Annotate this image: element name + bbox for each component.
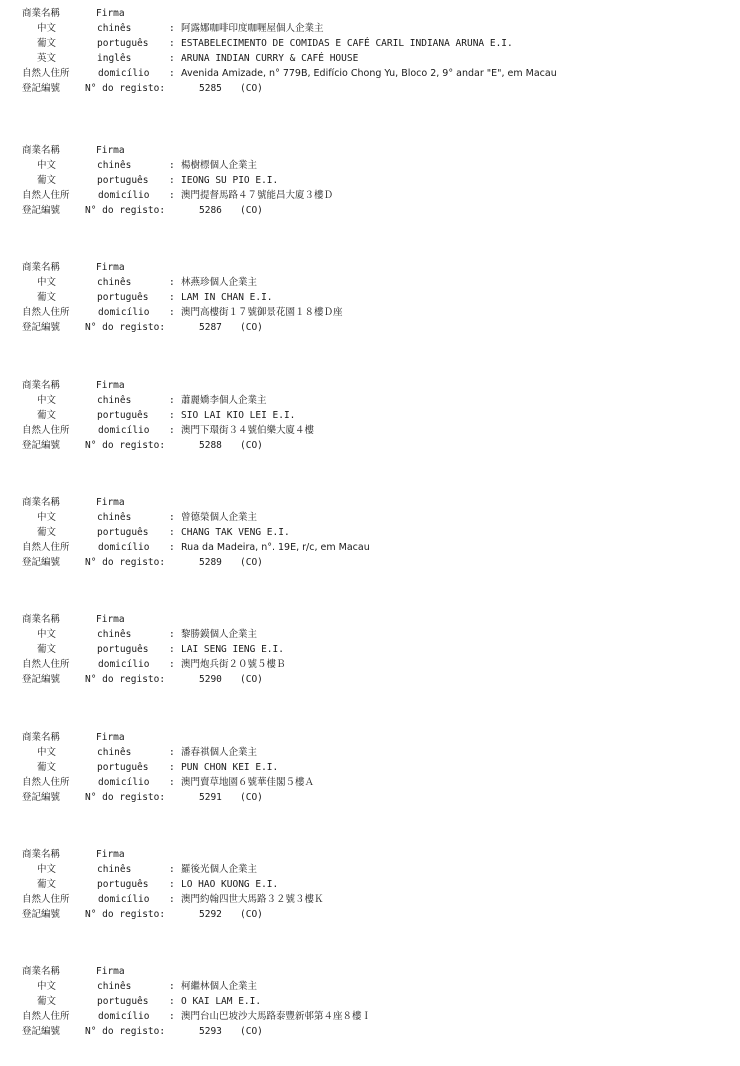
domicile-label-zh: 自然人住所 [22,307,70,318]
firma-header-label-zh: 商業名稱 [22,380,61,391]
portuguese-name-label-zh: 葡文 [37,38,57,49]
english-name-value: ARUNA INDIAN CURRY & CAFÉ HOUSE [181,53,359,64]
domicile-colon: : [169,190,175,201]
portuguese-name-row [0,762,740,774]
chinese-name-value: 羅後光個人企業主 [181,864,258,875]
firma-header-row [0,497,740,509]
domicile-value: 澳門炮兵街２０號５樓Ｂ [181,659,286,670]
portuguese-name-value: LAM IN CHAN E.I. [181,292,273,303]
chinese-name-row [0,160,740,172]
domicile-value: 澳門約翰四世大馬路３２號３樓Ｋ [181,894,324,905]
firma-header-label-zh: 商業名稱 [22,497,61,508]
chinese-name-colon: : [169,512,175,523]
chinese-name-row [0,395,740,407]
portuguese-name-colon: : [169,38,175,49]
portuguese-name-value: O KAI LAM E.I. [181,996,262,1007]
domicile-value: 澳門高樓街１７號御景花園１８樓Ｄ座 [181,307,343,318]
firma-header-label-pt: Firma [96,380,125,391]
firma-header-row [0,614,740,626]
firma-header-label-zh: 商業名稱 [22,145,61,156]
chinese-name-label-zh: 中文 [37,629,57,640]
firma-header-label-pt: Firma [96,966,125,977]
chinese-name-label-pt: chinês [97,981,132,992]
domicile-colon: : [169,1011,175,1022]
firma-header-label-zh: 商業名稱 [22,732,61,743]
chinese-name-row [0,981,740,993]
registry-row [0,909,740,921]
registry-label-pt: N° do registo: [85,205,166,216]
domicile-row [0,777,740,789]
firma-header-label-zh: 商業名稱 [22,849,61,860]
registry-number: 5291 [199,792,222,803]
firma-header-label-pt: Firma [96,497,125,508]
english-name-row [0,53,740,65]
chinese-name-colon: : [169,629,175,640]
domicile-row [0,542,740,554]
firma-header-row [0,8,740,20]
chinese-name-label-zh: 中文 [37,864,57,875]
chinese-name-label-pt: chinês [97,395,132,406]
domicile-label-pt: domicílio [98,1011,150,1022]
registry-label-pt: N° do registo: [85,674,166,685]
portuguese-name-value: LAI SENG IENG E.I. [181,644,284,655]
portuguese-name-label-zh: 葡文 [37,644,57,655]
firma-header-row [0,262,740,274]
chinese-name-colon: : [169,395,175,406]
domicile-colon: : [169,542,175,553]
registry-entry [0,380,740,472]
registry-number: 5285 [199,83,222,94]
english-name-colon: : [169,53,175,64]
domicile-row [0,659,740,671]
chinese-name-colon: : [169,747,175,758]
chinese-name-label-pt: chinês [97,629,132,640]
registry-entry [0,732,740,824]
chinese-name-row [0,747,740,759]
portuguese-name-row [0,996,740,1008]
portuguese-name-label-zh: 葡文 [37,292,57,303]
domicile-row [0,68,740,80]
chinese-name-label-zh: 中文 [37,981,57,992]
portuguese-name-row [0,292,740,304]
registry-code: (CO) [240,322,263,333]
portuguese-name-value: CHANG TAK VENG E.I. [181,527,290,538]
firma-header-row [0,732,740,744]
chinese-name-value: 林燕珍個人企業主 [181,277,258,288]
portuguese-name-colon: : [169,175,175,186]
registry-row [0,83,740,95]
domicile-value: Avenida Amizade, n° 779B, Edifício Chong Yu, Bloco 2, 9° andar "E", em Macau [181,68,557,79]
portuguese-name-row [0,527,740,539]
registry-row [0,1026,740,1038]
chinese-name-row [0,864,740,876]
registry-entry [0,145,740,237]
portuguese-name-label-zh: 葡文 [37,879,57,890]
registry-entry [0,8,740,100]
registry-row [0,205,740,217]
domicile-label-zh: 自然人住所 [22,425,70,436]
chinese-name-label-pt: chinês [97,512,132,523]
portuguese-name-value: SIO LAI KIO LEI E.I. [181,410,296,421]
registry-code: (CO) [240,909,263,920]
chinese-name-colon: : [169,23,175,34]
registry-label-pt: N° do registo: [85,557,166,568]
chinese-name-label-pt: chinês [97,160,132,171]
registry-label-zh: 登記編號 [22,792,61,803]
chinese-name-row [0,277,740,289]
chinese-name-value: 曾德榮個人企業主 [181,512,258,523]
registry-entry [0,849,740,941]
registry-number: 5290 [199,674,222,685]
portuguese-name-row [0,879,740,891]
registry-label-pt: N° do registo: [85,1026,166,1037]
domicile-label-pt: domicílio [98,777,150,788]
domicile-label-pt: domicílio [98,425,150,436]
firma-header-label-zh: 商業名稱 [22,262,61,273]
registry-row [0,792,740,804]
portuguese-name-colon: : [169,996,175,1007]
registry-code: (CO) [240,205,263,216]
chinese-name-label-pt: chinês [97,747,132,758]
chinese-name-value: 阿露娜咖啡印度咖喱屋個人企業主 [181,23,324,34]
portuguese-name-label-pt: português [97,527,149,538]
portuguese-name-row [0,38,740,50]
portuguese-name-label-pt: português [97,410,149,421]
domicile-label-pt: domicílio [98,190,150,201]
chinese-name-row [0,23,740,35]
portuguese-name-value: PUN CHON KEI E.I. [181,762,279,773]
registry-code: (CO) [240,792,263,803]
domicile-label-zh: 自然人住所 [22,1011,70,1022]
portuguese-name-label-zh: 葡文 [37,762,57,773]
registry-label-zh: 登記編號 [22,674,61,685]
domicile-label-pt: domicílio [98,894,150,905]
registry-code: (CO) [240,440,263,451]
firma-header-label-pt: Firma [96,262,125,273]
domicile-label-zh: 自然人住所 [22,777,70,788]
domicile-value: 澳門賣草地園６號華佳閣５樓Ａ [181,777,315,788]
chinese-name-label-zh: 中文 [37,160,57,171]
registry-number: 5292 [199,909,222,920]
firma-header-label-pt: Firma [96,849,125,860]
portuguese-name-label-pt: português [97,996,149,1007]
domicile-colon: : [169,307,175,318]
registry-label-zh: 登記編號 [22,205,61,216]
registry-label-zh: 登記編號 [22,557,61,568]
chinese-name-label-zh: 中文 [37,277,57,288]
firma-header-row [0,966,740,978]
domicile-label-pt: domicílio [98,542,150,553]
portuguese-name-label-zh: 葡文 [37,527,57,538]
domicile-label-pt: domicílio [98,659,150,670]
firma-header-label-pt: Firma [96,8,125,19]
registry-row [0,557,740,569]
registry-label-zh: 登記編號 [22,322,61,333]
registry-entry [0,497,740,589]
domicile-value: 澳門台山巴坡沙大馬路泰豐新邨第４座８樓Ｉ [181,1011,372,1022]
chinese-name-label-zh: 中文 [37,23,57,34]
portuguese-name-label-zh: 葡文 [37,996,57,1007]
registry-entry [0,262,740,354]
portuguese-name-label-pt: português [97,38,149,49]
portuguese-name-colon: : [169,879,175,890]
domicile-colon: : [169,68,175,79]
firma-header-label-pt: Firma [96,614,125,625]
firma-header-row [0,145,740,157]
domicile-colon: : [169,777,175,788]
chinese-name-label-pt: chinês [97,23,132,34]
domicile-colon: : [169,425,175,436]
portuguese-name-row [0,175,740,187]
domicile-row [0,425,740,437]
portuguese-name-label-pt: português [97,879,149,890]
domicile-value: 澳門提督馬路４７號能昌大廈３樓Ｄ [181,190,334,201]
registry-code: (CO) [240,557,263,568]
domicile-label-zh: 自然人住所 [22,894,70,905]
registry-label-zh: 登記編號 [22,440,61,451]
registry-label-zh: 登記編號 [22,83,61,94]
registry-number: 5293 [199,1026,222,1037]
registry-label-pt: N° do registo: [85,792,166,803]
firma-header-row [0,849,740,861]
portuguese-name-label-pt: português [97,762,149,773]
firma-header-label-pt: Firma [96,145,125,156]
chinese-name-label-pt: chinês [97,277,132,288]
registry-row [0,674,740,686]
portuguese-name-colon: : [169,410,175,421]
portuguese-name-colon: : [169,527,175,538]
registry-row [0,440,740,452]
chinese-name-value: 蕭麗嬌李個人企業主 [181,395,267,406]
domicile-value: Rua da Madeira, n°. 19E, r/c, em Macau [181,542,370,553]
domicile-label-zh: 自然人住所 [22,190,70,201]
registry-label-pt: N° do registo: [85,322,166,333]
registry-entry [0,966,740,1058]
portuguese-name-label-zh: 葡文 [37,410,57,421]
portuguese-name-row [0,644,740,656]
chinese-name-label-zh: 中文 [37,395,57,406]
portuguese-name-label-pt: português [97,175,149,186]
chinese-name-value: 楊樹標個人企業主 [181,160,258,171]
firma-header-label-zh: 商業名稱 [22,966,61,977]
domicile-row [0,894,740,906]
firma-header-label-zh: 商業名稱 [22,614,61,625]
domicile-row [0,307,740,319]
chinese-name-label-pt: chinês [97,864,132,875]
registry-code: (CO) [240,674,263,685]
firma-header-label-pt: Firma [96,732,125,743]
english-name-label-zh: 英文 [37,53,57,64]
domicile-label-zh: 自然人住所 [22,659,70,670]
chinese-name-value: 潘春祺個人企業主 [181,747,258,758]
registry-number: 5289 [199,557,222,568]
domicile-colon: : [169,894,175,905]
portuguese-name-value: IEONG SU PIO E.I. [181,175,279,186]
chinese-name-colon: : [169,277,175,288]
portuguese-name-label-pt: português [97,292,149,303]
registry-label-pt: N° do registo: [85,440,166,451]
registry-label-pt: N° do registo: [85,909,166,920]
english-name-label-pt: inglês [97,53,132,64]
chinese-name-label-zh: 中文 [37,512,57,523]
chinese-name-row [0,512,740,524]
domicile-row [0,190,740,202]
portuguese-name-label-pt: português [97,644,149,655]
portuguese-name-label-zh: 葡文 [37,175,57,186]
chinese-name-colon: : [169,864,175,875]
chinese-name-colon: : [169,160,175,171]
chinese-name-colon: : [169,981,175,992]
chinese-name-label-zh: 中文 [37,747,57,758]
registry-number: 5286 [199,205,222,216]
domicile-label-pt: domicílio [98,68,150,79]
registry-number: 5288 [199,440,222,451]
registry-code: (CO) [240,1026,263,1037]
registry-code: (CO) [240,83,263,94]
domicile-colon: : [169,659,175,670]
domicile-row [0,1011,740,1023]
portuguese-name-value: ESTABELECIMENTO DE COMIDAS E CAFÉ CARIL INDIANA ARUNA E.I. [181,38,513,49]
registry-row [0,322,740,334]
domicile-label-pt: domicílio [98,307,150,318]
registry-label-zh: 登記編號 [22,1026,61,1037]
firma-header-label-zh: 商業名稱 [22,8,61,19]
registry-label-pt: N° do registo: [85,83,166,94]
domicile-label-zh: 自然人住所 [22,542,70,553]
portuguese-name-colon: : [169,762,175,773]
portuguese-name-row [0,410,740,422]
registry-entry [0,614,740,706]
portuguese-name-value: LO HAO KUONG E.I. [181,879,279,890]
registry-label-zh: 登記編號 [22,909,61,920]
portuguese-name-colon: : [169,644,175,655]
domicile-label-zh: 自然人住所 [22,68,70,79]
chinese-name-row [0,629,740,641]
firma-header-row [0,380,740,392]
chinese-name-value: 黎勝鏌個人企業主 [181,629,258,640]
portuguese-name-colon: : [169,292,175,303]
chinese-name-value: 柯繼林個人企業主 [181,981,258,992]
registry-number: 5287 [199,322,222,333]
domicile-value: 澳門下環街３４號伯樂大廈４樓 [181,425,315,436]
